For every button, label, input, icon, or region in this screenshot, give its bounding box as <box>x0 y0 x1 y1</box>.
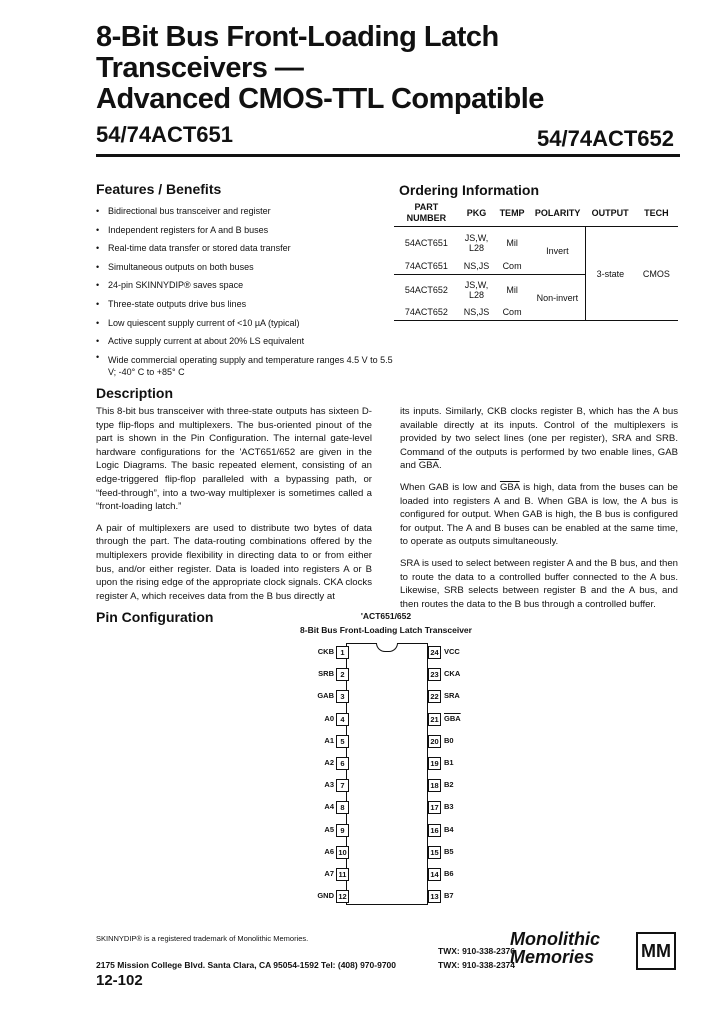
pin-name-right: B6 <box>444 869 454 878</box>
cell-part: 74ACT652 <box>404 307 448 318</box>
pin-row <box>300 846 470 858</box>
pin-config-heading: Pin Configuration <box>96 609 214 625</box>
pin-name-left: A0 <box>324 713 334 723</box>
cell-pkg: JS,W, L28 <box>464 232 489 253</box>
document-title <box>96 22 544 115</box>
description-paragraph: SRA is used to select between register A and the B bus, and then to route the data to a controlled buffer connected to the A bus. Likewise, SRB selects between register B and the A bus, and then routes the data to the B bus through a controlled buffer. <box>400 557 678 610</box>
pin-row <box>300 713 470 725</box>
pin-name-left: GAB <box>317 691 334 701</box>
pin-number-right: 23 <box>428 668 441 681</box>
table-row <box>394 227 678 259</box>
pin-number-left: 2 <box>336 668 349 681</box>
pin-name-left: A2 <box>324 758 334 767</box>
pin-config-caption-1: 'ACT651/652 <box>360 611 412 621</box>
pin-row <box>300 868 470 880</box>
pin-number-left: 5 <box>336 735 349 748</box>
col-polarity: POLARITY <box>530 200 586 227</box>
pin-name-right: B5 <box>444 846 454 856</box>
pin-name-right: B0 <box>444 735 454 745</box>
description-paragraph: its inputs. Similarly, CKB clocks register B, which has the A bus available directly at its inputs. Control of the multiplexers is provided by two select lines (one per register), SRA and SRB. Command of the outputs is performed by two enable lines, GAB and $\overline{GBA}$. <box>400 406 678 472</box>
pin-name-left: A4 <box>324 802 334 812</box>
pin-name-left: A7 <box>324 869 334 878</box>
pin-number-right: 24 <box>428 646 441 659</box>
pin-number-right: 15 <box>428 846 441 859</box>
pin-name-left: A5 <box>324 824 334 834</box>
cell-polarity-invert: Invert <box>546 245 569 256</box>
header-rule <box>96 154 680 157</box>
feature-item: • Real-time data transfer or stored data transfer <box>96 239 396 258</box>
ordering-heading: Ordering Information <box>399 182 539 198</box>
feature-item: • Three-state outputs drive bus lines <box>96 295 396 314</box>
pin-name-right: VCC <box>444 647 460 656</box>
title-line-2: Transceivers — <box>96 52 304 84</box>
pin-number-right: 19 <box>428 757 441 770</box>
cell-pkg: JS,W, L28 <box>464 279 489 300</box>
pin-name-left: A3 <box>324 780 334 790</box>
pin-number-right: 17 <box>428 801 441 814</box>
feature-item: • Bidirectional bus transceiver and register <box>96 202 396 221</box>
pin-number-left: 8 <box>336 801 349 814</box>
pin-number-right: 20 <box>428 735 441 748</box>
ordering-table-wrap <box>394 200 678 321</box>
pin-number-left: 10 <box>336 846 349 859</box>
pin-number-left: 9 <box>336 824 349 837</box>
feature-item: • Simultaneous outputs on both buses <box>96 258 396 277</box>
company-logo-text: Monolithic Memories <box>510 929 600 967</box>
pin-name-left: CKB <box>317 647 334 656</box>
pin-config-caption-2: 8-Bit Bus Front-Loading Latch Transceiver <box>300 625 472 635</box>
pin-row <box>300 824 470 836</box>
features-list <box>96 202 396 378</box>
pin-row <box>300 757 470 769</box>
cell-polarity-noninvert: Non-invert <box>536 292 579 303</box>
pin-name-right: B2 <box>444 780 454 790</box>
pin-number-right: 21 <box>428 713 441 726</box>
feature-item: • Low quiescent supply current of <10 µA (typical) <box>96 314 396 333</box>
pin-row <box>300 668 470 680</box>
col-part-number: PART NUMBER <box>394 200 459 227</box>
feature-item: • Independent registers for A and B buses <box>96 221 396 240</box>
pin-row <box>300 801 470 813</box>
pin-row <box>300 646 470 658</box>
pin-name-right: SRA <box>444 691 460 701</box>
feature-item: • Active supply current at about 20% LS equivalent <box>96 332 396 351</box>
pin-name-left: GND <box>317 891 334 901</box>
col-tech: TECH <box>635 200 678 227</box>
pin-number-right: 16 <box>428 824 441 837</box>
description-heading: Description <box>96 385 174 401</box>
cell-part: 74ACT651 <box>404 261 448 272</box>
feature-item: • 24-pin SKINNYDIP® saves space <box>96 276 396 295</box>
ic-package-outline <box>346 643 428 905</box>
cell-temp: Com <box>502 307 522 318</box>
cell-output: 3-state <box>585 227 634 321</box>
pin-number-left: 3 <box>336 690 349 703</box>
cell-temp: Mil <box>506 284 518 295</box>
pin-row <box>300 690 470 702</box>
pin-number-left: 6 <box>336 757 349 770</box>
pin-number-right: 18 <box>428 779 441 792</box>
pin-number-right: 14 <box>428 868 441 881</box>
description-left-column <box>96 405 372 611</box>
description-paragraph: When GAB is low and $\overline{GBA}$ is high, data from the buses can be loaded into registers A and B. When GBA is low, the A bus is configured for output. When GAB is high, the B bus is configured for output. The A and B buses can be enabled at the same time, to operate as outputs simultaneously. <box>400 481 678 548</box>
pin-number-left: 4 <box>336 713 349 726</box>
col-temp: TEMP <box>494 200 530 227</box>
feature-item: • Wide commercial operating supply and temperature ranges 4.5 V to 5.5 V; -40° C to +85° C <box>96 351 396 378</box>
address: 2175 Mission College Blvd. Santa Clara, CA 95054-1592 Tel: (408) 970-9700 <box>96 960 397 970</box>
pin-number-right: 13 <box>428 890 441 903</box>
col-output: OUTPUT <box>585 200 634 227</box>
twx-number-1: TWX: 910-338-2376 <box>438 946 516 956</box>
description-right-column <box>400 405 678 619</box>
cell-pkg: NS,JS <box>463 261 490 272</box>
description-paragraph: This 8-bit bus transceiver with three-state outputs has sixteen D-type flip-flops and multiplexers. The bus-oriented pinout of the part is shown in the Pin Configuration. The internal gate-level hardware configurations for the 'ACT651/652 are given in the Logic Diagrams. The basic repeated element, consisting of an edge-triggered flip-flop paralleled with a bypassing path, or “feed-through”, into a two-way multiplexer is sometimes called a “front-loading latch.” <box>96 406 372 513</box>
trademark-note: SKINNYDIP® is a registered trademark of Monolithic Memories. <box>96 934 309 943</box>
pin-row <box>300 735 470 747</box>
pin-name-left: A1 <box>324 735 334 745</box>
pin-name-left: SRB <box>318 669 334 679</box>
pin-number-left: 7 <box>336 779 349 792</box>
pin-name-right: B3 <box>444 802 454 812</box>
part-number-right: 54/74ACT652 <box>537 126 674 151</box>
cell-pkg: NS,JS <box>463 307 490 318</box>
description-paragraph: A pair of multiplexers are used to distribute two bytes of data through the part. The data-routing combinations offered by the multiplexers provide flexibility in directing data to or from either bus, and/or either register. Data is loaded into registers A or B upon the rising edge of the appropriate clock signals. CKA clocks register A, which receives data from the B bus directly at <box>96 522 372 602</box>
cell-tech: CMOS <box>642 268 670 279</box>
cell-temp: Com <box>502 261 522 272</box>
pin-number-right: 22 <box>428 690 441 703</box>
title-line-3: Advanced CMOS-TTL Compatible <box>96 83 544 115</box>
pin-row <box>300 890 470 902</box>
pin-name-right: $\overline{GBA}$ <box>444 713 461 723</box>
pin-number-left: 1 <box>336 646 349 659</box>
cell-part: 54ACT651 <box>404 237 448 248</box>
page-number: 12-102 <box>96 972 143 989</box>
pin-name-left: A6 <box>324 846 334 856</box>
features-heading: Features / Benefits <box>96 181 222 197</box>
pin-number-left: 12 <box>336 890 349 903</box>
pin-name-right: CKA <box>444 669 461 679</box>
col-pkg: PKG <box>459 200 495 227</box>
pin-number-left: 11 <box>336 868 349 881</box>
part-number-left: 54/74ACT651 <box>96 122 233 147</box>
pin-name-right: B1 <box>444 758 454 767</box>
title-line-1: 8-Bit Bus Front-Loading Latch <box>96 21 499 53</box>
ordering-table <box>394 200 678 321</box>
pin-row <box>300 779 470 791</box>
cell-part: 54ACT652 <box>404 284 448 295</box>
pin-name-right: B7 <box>444 891 454 901</box>
pin-name-right: B4 <box>444 824 454 834</box>
twx-number-2: TWX: 910-338-2374 <box>438 960 516 970</box>
cell-temp: Mil <box>506 237 518 248</box>
company-logo-mark: MM <box>636 932 676 970</box>
